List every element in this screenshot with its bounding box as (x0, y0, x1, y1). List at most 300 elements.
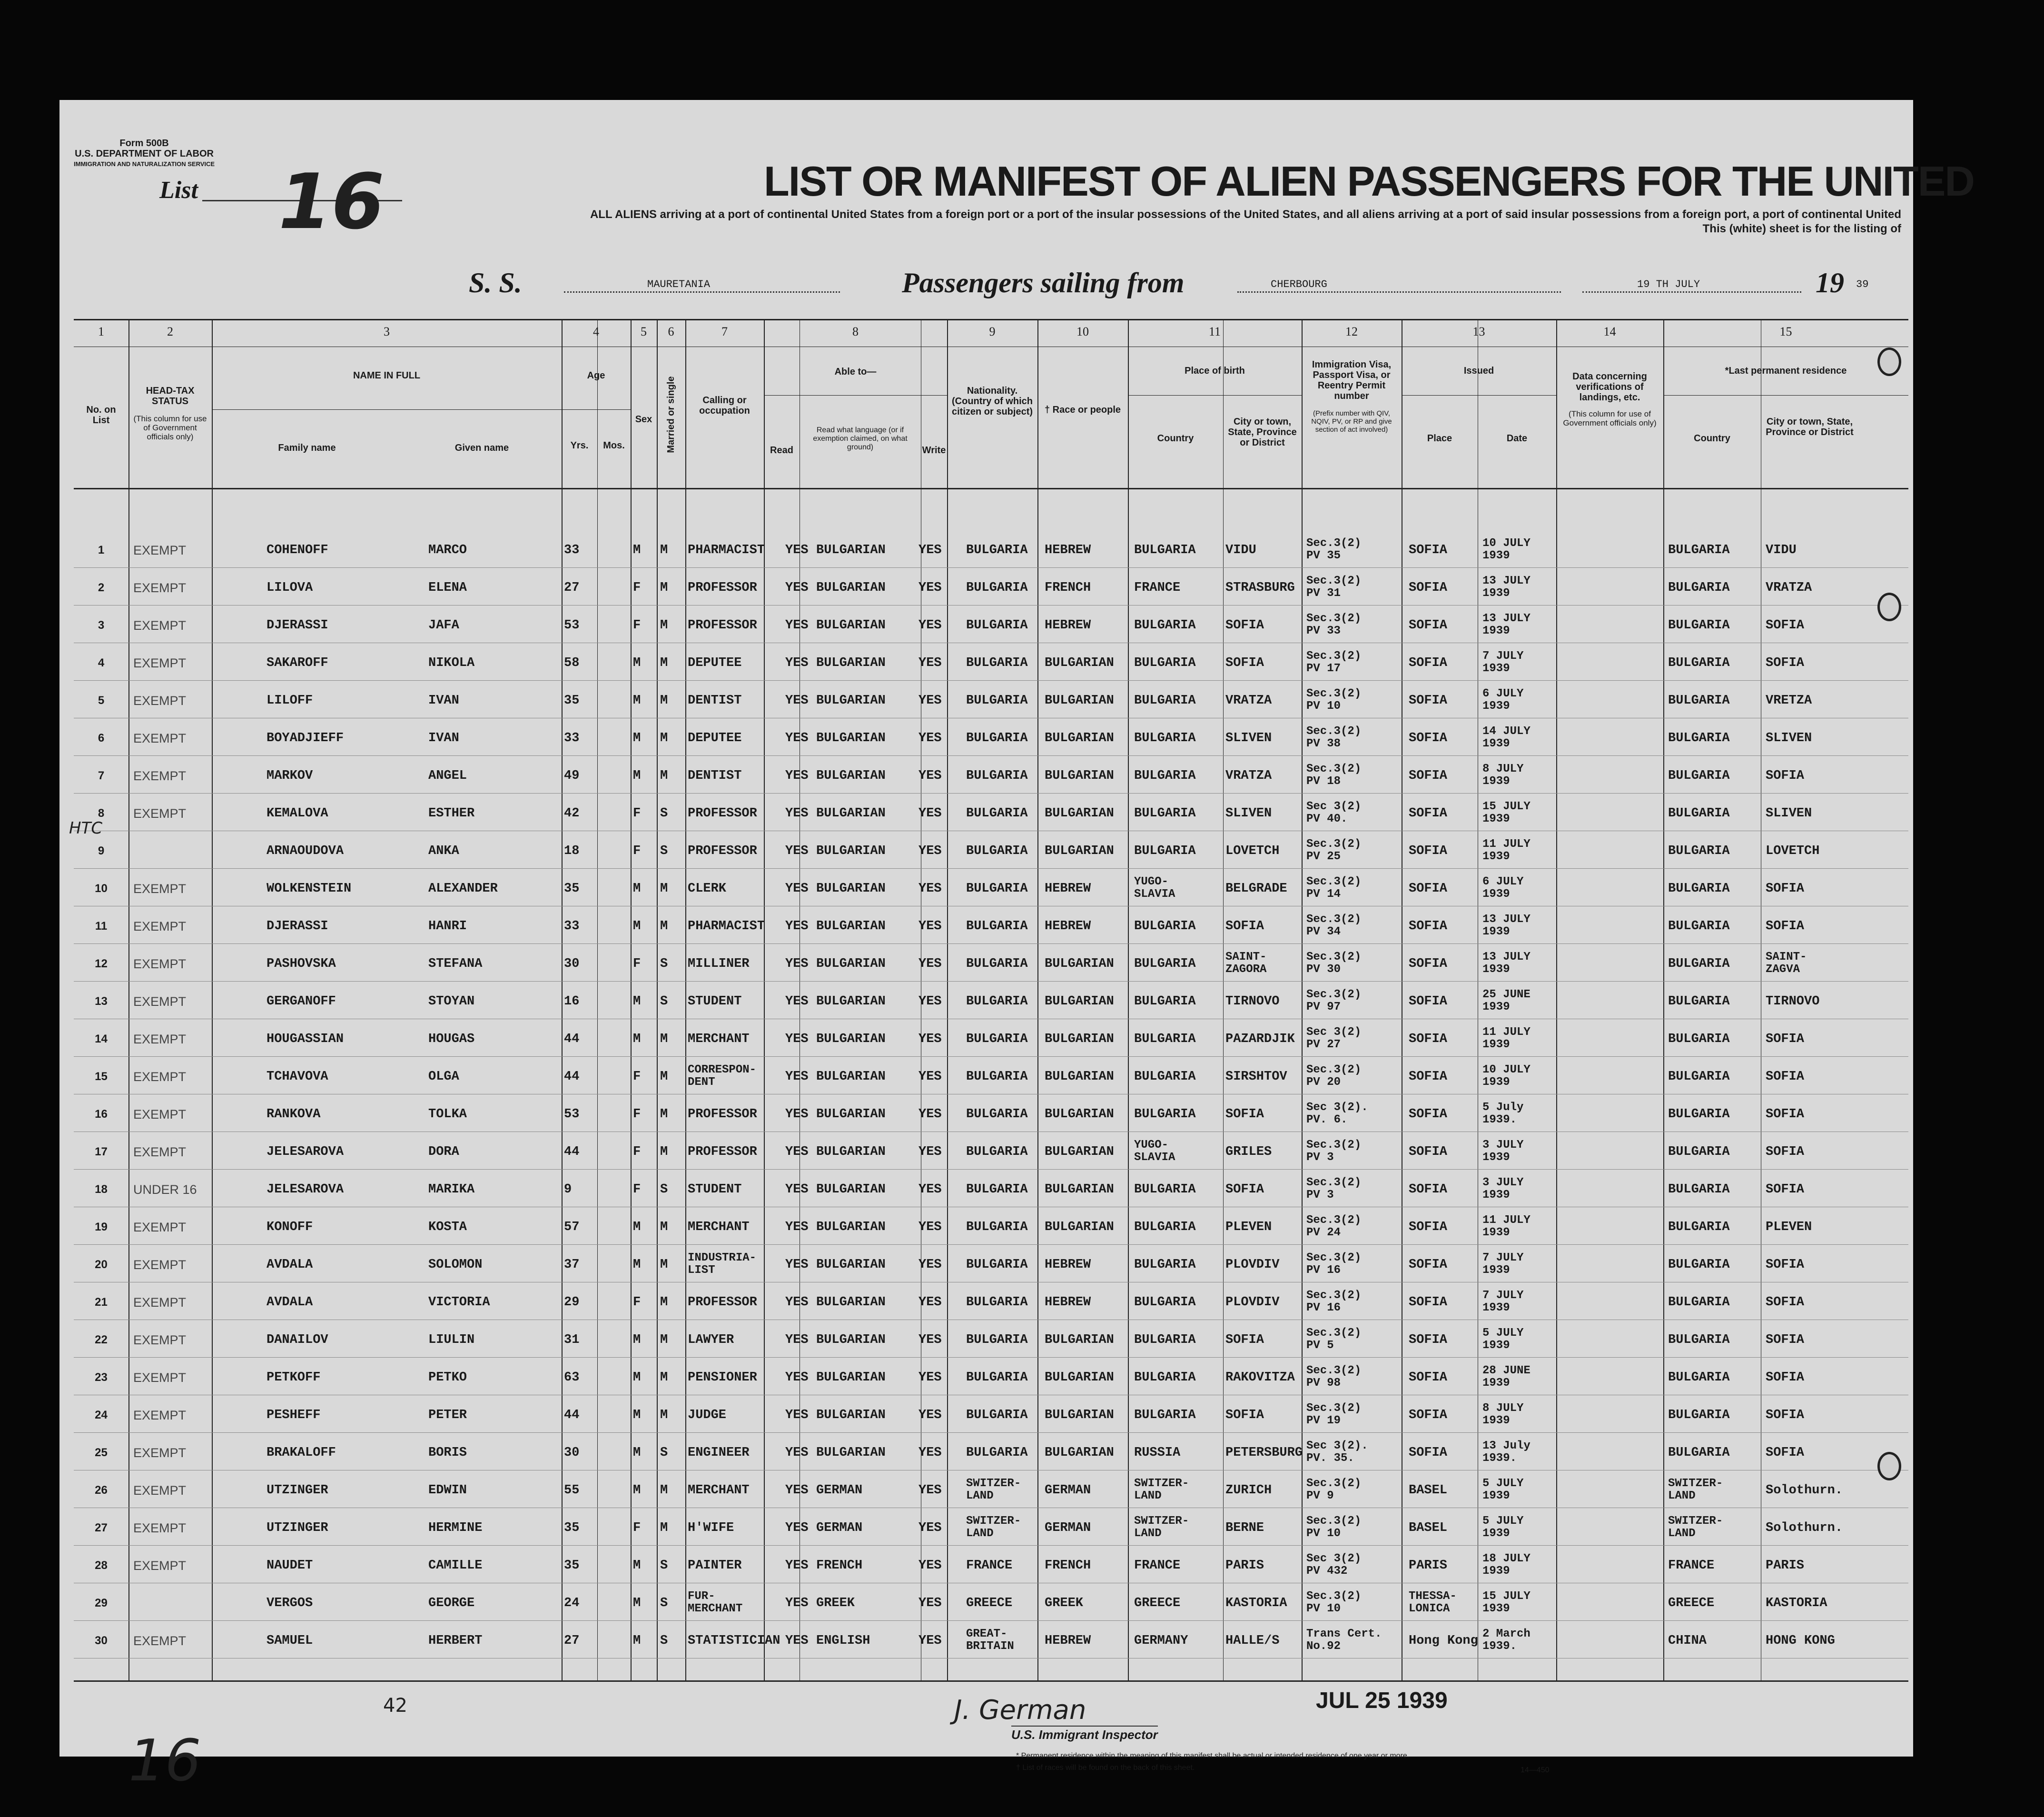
cell-bcity: HALLE/S (1225, 1634, 1280, 1648)
cell-rcity: SOFIA (1766, 1145, 1805, 1159)
cell-occ: PAINTER (688, 1559, 742, 1573)
cell-given: SOLOMON (428, 1258, 483, 1272)
cell-rcountry: BULGARIA (1668, 1107, 1730, 1122)
cell-idate: 8 JULY 1939 (1482, 763, 1524, 788)
cell-occ: DENTIST (688, 769, 742, 783)
cell-bcountry: BULGARIA (1134, 919, 1196, 933)
col-number-12: 12 (1345, 325, 1358, 338)
cell-tax: EXEMPT (133, 543, 187, 557)
cell-rcountry: BULGARIA (1668, 1333, 1730, 1347)
cell-lang: BULGARIAN (816, 1032, 886, 1046)
cell-bcity: SAINT- ZAGORA (1225, 951, 1267, 976)
cell-visa: Sec.3(2) PV 38 (1306, 725, 1362, 750)
date-line (1582, 291, 1801, 293)
cell-ms: M (660, 1258, 668, 1272)
cell-occ: PROFESSOR (688, 1107, 757, 1122)
cell-sex: M (633, 1446, 641, 1460)
cell-tax: EXEMPT (133, 806, 187, 821)
cell-read: YES (785, 1145, 809, 1159)
cell-read: YES (785, 694, 809, 708)
cell-write: YES (918, 618, 942, 633)
cell-n: 6 (98, 732, 105, 745)
cell-bcountry: SWITZER- LAND (1134, 1515, 1189, 1540)
cell-rcity: VRETZA (1766, 694, 1812, 708)
cell-bcity: PLEVEN (1225, 1220, 1272, 1234)
cell-iplace: SOFIA (1409, 1145, 1448, 1159)
cell-lang: BULGARIAN (816, 656, 886, 670)
cell-nat: BULGARIA (966, 1370, 1028, 1385)
cell-family: TCHAVOVA (267, 1070, 328, 1084)
cell-rcity: SOFIA (1766, 1446, 1805, 1460)
cell-ms: S (660, 1182, 668, 1197)
cell-bcity: PETERSBURG (1225, 1446, 1303, 1460)
cell-family: PASHOVSKA (267, 957, 336, 971)
cell-visa: Sec.3(2) PV 98 (1306, 1364, 1362, 1390)
cell-rcity: SOFIA (1766, 769, 1805, 783)
cell-family: WOLKENSTEIN (267, 882, 352, 896)
cell-lang: BULGARIAN (816, 1220, 886, 1234)
cell-nat: BULGARIA (966, 1408, 1028, 1422)
cell-given: MARIKA (428, 1182, 475, 1197)
cell-lang: BULGARIAN (816, 1333, 886, 1347)
cell-tax: EXEMPT (133, 1483, 187, 1498)
cell-read: YES (785, 656, 809, 670)
cell-sex: F (633, 1295, 641, 1310)
cell-write: YES (918, 731, 942, 745)
cell-ms: M (660, 1370, 668, 1385)
cell-idate: 10 JULY 1939 (1482, 537, 1531, 562)
cell-n: 15 (95, 1070, 108, 1083)
cell-race: BULGARIAN (1045, 1145, 1114, 1159)
cell-sex: M (633, 1634, 641, 1648)
cell-bcountry: GREECE (1134, 1596, 1181, 1610)
cell-age: 35 (564, 1559, 580, 1573)
cell-rcountry: FRANCE (1668, 1559, 1715, 1573)
cell-family: JELESAROVA (267, 1182, 344, 1197)
cell-age: 57 (564, 1220, 580, 1234)
cell-age: 18 (564, 844, 580, 858)
cell-sex: M (633, 1370, 641, 1385)
cell-given: PETER (428, 1408, 467, 1422)
manifest-table (74, 319, 1908, 1680)
cell-bcity: STRASBURG (1225, 581, 1295, 595)
cell-visa: Trans Cert. No.92 (1306, 1628, 1382, 1653)
cell-write: YES (918, 1521, 942, 1535)
cell-read: YES (785, 769, 809, 783)
cell-given: MARCO (428, 543, 467, 557)
cell-iplace: SOFIA (1409, 1370, 1448, 1385)
cell-tax: EXEMPT (133, 1220, 187, 1234)
margin-note-htc: HTC (69, 819, 103, 838)
cell-race: BULGARIAN (1045, 694, 1114, 708)
header-last-residence: *Last permanent residence (1725, 366, 1847, 376)
cell-rcity: SLIVEN (1766, 806, 1812, 821)
departure-date: 19 TH JULY (1637, 278, 1700, 290)
cell-race: HEBREW (1045, 1634, 1091, 1648)
cell-rcountry: BULGARIA (1668, 994, 1730, 1009)
cell-ms: S (660, 806, 668, 821)
cell-bcity: PAZARDJIK (1225, 1032, 1295, 1046)
cell-n: 1 (98, 544, 105, 556)
cell-rcountry: BULGARIA (1668, 731, 1730, 745)
cell-tax: EXEMPT (133, 1446, 187, 1460)
cell-idate: 11 JULY 1939 (1482, 838, 1531, 863)
cell-ms: S (660, 844, 668, 858)
cell-nat: BULGARIA (966, 1220, 1028, 1234)
cell-idate: 11 JULY 1939 (1482, 1026, 1531, 1051)
cell-rcity: SOFIA (1766, 1032, 1805, 1046)
cell-write: YES (918, 1182, 942, 1197)
cell-race: GERMAN (1045, 1521, 1091, 1535)
cell-rcountry: BULGARIA (1668, 1408, 1730, 1422)
cell-ms: M (660, 1408, 668, 1422)
cell-idate: 5 JULY 1939 (1482, 1327, 1524, 1352)
cell-occ: STUDENT (688, 994, 742, 1009)
cell-rcountry: BULGARIA (1668, 581, 1730, 595)
cell-given: CAMILLE (428, 1559, 483, 1573)
header-head-tax-note: (This column for use of Government officials only) (133, 414, 207, 441)
cell-iplace: SOFIA (1409, 806, 1448, 821)
cell-given: OLGA (428, 1070, 459, 1084)
cell-occ: STATISTICIAN (688, 1634, 780, 1648)
cell-given: HANRI (428, 919, 467, 933)
cell-nat: BULGARIA (966, 543, 1028, 557)
cell-read: YES (785, 1220, 809, 1234)
service-name: IMMIGRATION AND NATURALIZATION SERVICE (74, 160, 215, 168)
cell-visa: Sec.3(2) PV 14 (1306, 875, 1362, 901)
cell-visa: Sec.3(2) PV 19 (1306, 1402, 1362, 1427)
cell-family: UTZINGER (267, 1521, 328, 1535)
cell-family: BOYADJIEFF (267, 731, 344, 745)
cell-idate: 7 JULY 1939 (1482, 1289, 1524, 1314)
cell-nat: BULGARIA (966, 1333, 1028, 1347)
cell-nat: BULGARIA (966, 656, 1028, 670)
cell-n: 22 (95, 1333, 108, 1346)
cell-given: NIKOLA (428, 656, 475, 670)
cell-age: 44 (564, 1032, 580, 1046)
header-married: Married or single (666, 376, 676, 453)
cell-bcity: SOFIA (1225, 1107, 1264, 1122)
cell-idate: 13 JULY 1939 (1482, 575, 1531, 600)
cell-age: 33 (564, 919, 580, 933)
cell-tax: UNDER 16 (133, 1182, 197, 1197)
cell-nat: BULGARIA (966, 1446, 1028, 1460)
cell-idate: 15 JULY 1939 (1482, 800, 1531, 825)
cell-given: HERMINE (428, 1521, 483, 1535)
cell-given: KOSTA (428, 1220, 467, 1234)
cell-ms: M (660, 694, 668, 708)
cell-iplace: PARIS (1409, 1559, 1448, 1573)
cell-tax: EXEMPT (133, 1145, 187, 1159)
cell-iplace: SOFIA (1409, 957, 1448, 971)
cell-read: YES (785, 731, 809, 745)
cell-family: VERGOS (267, 1596, 313, 1610)
header-data-note: (This column for use of Government officials only) (1563, 409, 1657, 427)
col-number-5: 5 (641, 325, 647, 338)
cell-bcountry: BULGARIA (1134, 1070, 1196, 1084)
cell-visa: Sec.3(2) PV 25 (1306, 838, 1362, 863)
cell-race: HEBREW (1045, 1258, 1091, 1272)
cell-iplace: SOFIA (1409, 581, 1448, 595)
cell-lang: BULGARIAN (816, 618, 886, 633)
subtitle-line-1: ALL ALIENS arriving at a port of continental United States from a foreign port or a port of the insular possessions of the United States, and all aliens arriving at a port of said insular possessions from a foreign port, a port of continental United (590, 208, 1901, 221)
cell-age: 16 (564, 994, 580, 1009)
cell-rcity: LOVETCH (1766, 844, 1820, 858)
cell-race: BULGARIAN (1045, 1182, 1114, 1197)
cell-family: KONOFF (267, 1220, 313, 1234)
cell-n: 5 (98, 694, 105, 707)
cell-write: YES (918, 1446, 942, 1460)
cell-bcity: SLIVEN (1225, 731, 1272, 745)
cell-given: HOUGAS (428, 1032, 475, 1046)
cell-ms: S (660, 1634, 668, 1648)
cell-lang: BULGARIAN (816, 543, 886, 557)
cell-bcity: VIDU (1225, 543, 1256, 557)
cell-visa: Sec.3(2) PV 10 (1306, 1515, 1362, 1540)
cell-read: YES (785, 618, 809, 633)
cell-bcountry: SWITZER- LAND (1134, 1477, 1189, 1502)
cell-nat: BULGARIA (966, 1295, 1028, 1310)
cell-rcountry: BULGARIA (1668, 1258, 1730, 1272)
cell-tax: EXEMPT (133, 618, 187, 633)
cell-iplace: SOFIA (1409, 656, 1448, 670)
cell-iplace: SOFIA (1409, 1107, 1448, 1122)
cell-write: YES (918, 994, 942, 1009)
cell-bcity: SLIVEN (1225, 806, 1272, 821)
cell-read: YES (785, 1370, 809, 1385)
col-number-1: 1 (98, 325, 104, 338)
cell-sex: M (633, 1559, 641, 1573)
col-number-9: 9 (989, 325, 996, 338)
cell-read: YES (785, 1521, 809, 1535)
cell-rcity: SOFIA (1766, 1295, 1805, 1310)
cell-age: 44 (564, 1145, 580, 1159)
cell-race: BULGARIAN (1045, 731, 1114, 745)
cell-bcity: LOVETCH (1225, 844, 1280, 858)
cell-age: 29 (564, 1295, 580, 1310)
cell-bcity: VRATZA (1225, 694, 1272, 708)
cell-rcountry: BULGARIA (1668, 1032, 1730, 1046)
cell-age: 49 (564, 769, 580, 783)
cell-read: YES (785, 1107, 809, 1122)
cell-sex: M (633, 1333, 641, 1347)
cell-lang: FRENCH (816, 1559, 863, 1573)
cell-nat: GREECE (966, 1596, 1013, 1610)
cell-n: 8 (98, 807, 105, 820)
cell-nat: GREAT- BRITAIN (966, 1628, 1014, 1653)
cell-idate: 7 JULY 1939 (1482, 1251, 1524, 1277)
cell-lang: BULGARIAN (816, 1446, 886, 1460)
cell-rcountry: BULGARIA (1668, 543, 1730, 557)
cell-sex: M (633, 769, 641, 783)
cell-rcountry: BULGARIA (1668, 1145, 1730, 1159)
cell-occ: DEPUTEE (688, 731, 742, 745)
col-number-10: 10 (1076, 325, 1089, 338)
cell-write: YES (918, 769, 942, 783)
cell-bcountry: BULGARIA (1134, 1107, 1196, 1122)
cell-bcountry: BULGARIA (1134, 994, 1196, 1009)
cell-lang: BULGARIAN (816, 844, 886, 858)
inspector-label: U.S. Immigrant Inspector (1011, 1726, 1158, 1742)
cell-bcountry: FRANCE (1134, 1559, 1181, 1573)
col-number-11: 11 (1208, 325, 1221, 338)
cell-given: IVAN (428, 731, 459, 745)
cell-race: GERMAN (1045, 1483, 1091, 1498)
header-no-on-list: No. on List (86, 405, 116, 426)
cell-bcountry: BULGARIA (1134, 844, 1196, 858)
year-prefix: 19 (1816, 267, 1844, 298)
cell-nat: SWITZER- LAND (966, 1477, 1021, 1502)
cell-n: 23 (95, 1371, 108, 1384)
cell-sex: M (633, 882, 641, 896)
cell-read: YES (785, 1295, 809, 1310)
cell-lang: BULGARIAN (816, 1070, 886, 1084)
cell-age: 30 (564, 1446, 580, 1460)
cell-write: YES (918, 656, 942, 670)
cell-bcity: BERNE (1225, 1521, 1264, 1535)
cell-n: 29 (95, 1597, 108, 1609)
cell-ms: S (660, 1559, 668, 1573)
cell-visa: Sec.3(2) PV 16 (1306, 1251, 1362, 1277)
cell-rcity: VRATZA (1766, 581, 1812, 595)
cell-tax: EXEMPT (133, 1295, 187, 1310)
col-number-15: 15 (1779, 325, 1792, 338)
cell-iplace: SOFIA (1409, 543, 1448, 557)
cell-sex: M (633, 1032, 641, 1046)
cell-bcity: SOFIA (1225, 919, 1264, 933)
cell-bcity: SOFIA (1225, 1333, 1264, 1347)
cell-n: 21 (95, 1296, 108, 1309)
cell-occ: ENGINEER (688, 1446, 750, 1460)
cell-tax: EXEMPT (133, 957, 187, 971)
cell-nat: BULGARIA (966, 919, 1028, 933)
cell-given: ESTHER (428, 806, 475, 821)
header-calling: Calling or occupation (699, 395, 750, 416)
cell-rcountry: BULGARIA (1668, 1220, 1730, 1234)
cell-given: ELENA (428, 581, 467, 595)
cell-n: 7 (98, 769, 105, 782)
cell-given: HERBERT (428, 1634, 483, 1648)
cell-bcity: KASTORIA (1225, 1596, 1287, 1610)
footnote-residence: * Permanent residence within the meaning of this manifest shall be actual or intended residence of one year or more. (1016, 1752, 1410, 1760)
cell-ms: M (660, 919, 668, 933)
cell-race: GREEK (1045, 1596, 1084, 1610)
cell-iplace: SOFIA (1409, 1032, 1448, 1046)
cell-nat: BULGARIA (966, 1145, 1028, 1159)
cell-ms: M (660, 656, 668, 670)
cell-occ: PROFESSOR (688, 806, 757, 821)
ship-name-line (564, 291, 840, 293)
cell-tax: EXEMPT (133, 1107, 187, 1122)
cell-occ: PROFESSOR (688, 618, 757, 633)
sailing-label: Passengers sailing from (902, 267, 1185, 298)
cell-sex: M (633, 994, 641, 1009)
cell-tax: EXEMPT (133, 882, 187, 896)
cell-idate: 5 July 1939. (1482, 1101, 1524, 1126)
cell-bcountry: BULGARIA (1134, 1408, 1196, 1422)
cell-sex: M (633, 731, 641, 745)
cell-sex: F (633, 618, 641, 633)
cell-sex: F (633, 957, 641, 971)
cell-idate: 13 July 1939. (1482, 1440, 1531, 1465)
cell-given: JAFA (428, 618, 459, 633)
cell-idate: 18 JULY 1939 (1482, 1552, 1531, 1578)
year-suffix: 39 (1856, 278, 1869, 290)
cell-age: 44 (564, 1408, 580, 1422)
cell-write: YES (918, 694, 942, 708)
cell-bcountry: BULGARIA (1134, 731, 1196, 745)
header-read: Read (770, 445, 793, 456)
cell-age: 42 (564, 806, 580, 821)
cell-iplace: SOFIA (1409, 1182, 1448, 1197)
cell-occ: H'WIFE (688, 1521, 734, 1535)
cell-age: 37 (564, 1258, 580, 1272)
cell-occ: CORRESPON- DENT (688, 1063, 757, 1089)
cell-bcountry: BULGARIA (1134, 694, 1196, 708)
col-number-4: 4 (593, 325, 599, 338)
cell-race: BULGARIAN (1045, 957, 1114, 971)
cell-ms: M (660, 618, 668, 633)
cell-visa: Sec.3(2) PV 17 (1306, 650, 1362, 675)
cell-given: BORIS (428, 1446, 467, 1460)
cell-tax: EXEMPT (133, 1370, 187, 1385)
cell-occ: MERCHANT (688, 1032, 750, 1046)
header-visa-note: (Prefix number with QIV, NQIV, PV, or RP and give section of act involved) (1311, 409, 1392, 434)
cell-bcity: PLOVDIV (1225, 1295, 1280, 1310)
cell-race: HEBREW (1045, 618, 1091, 633)
cell-sex: M (633, 656, 641, 670)
header-write: Write (922, 445, 946, 456)
cell-rcountry: BULGARIA (1668, 769, 1730, 783)
cell-iplace: THESSA- LONICA (1409, 1590, 1457, 1615)
cell-write: YES (918, 1596, 942, 1610)
cell-read: YES (785, 1596, 809, 1610)
cell-age: 35 (564, 694, 580, 708)
cell-lang: BULGARIAN (816, 957, 886, 971)
cell-iplace: BASEL (1409, 1483, 1448, 1498)
cell-lang: GREEK (816, 1596, 855, 1610)
cell-age: 33 (564, 731, 580, 745)
cell-ms: M (660, 882, 668, 896)
cell-idate: 11 JULY 1939 (1482, 1214, 1531, 1239)
cell-rcountry: SWITZER- LAND (1668, 1477, 1723, 1502)
cell-family: UTZINGER (267, 1483, 328, 1498)
cell-visa: Sec.3(2) PV 9 (1306, 1477, 1362, 1502)
cell-occ: PROFESSOR (688, 1145, 757, 1159)
col-number-8: 8 (852, 325, 859, 338)
header-able-to: Able to— (834, 367, 877, 377)
cell-bcountry: BULGARIA (1134, 1182, 1196, 1197)
cell-given: STEFANA (428, 957, 483, 971)
binding-hole (1877, 1452, 1901, 1480)
cell-write: YES (918, 1032, 942, 1046)
header-place-of-birth: Place of birth (1185, 366, 1245, 376)
cell-race: HEBREW (1045, 882, 1091, 896)
cell-age: 33 (564, 543, 580, 557)
cell-lang: BULGARIAN (816, 1408, 886, 1422)
cell-tax: EXEMPT (133, 1070, 187, 1084)
cell-rcountry: BULGARIA (1668, 1070, 1730, 1084)
cell-lang: BULGARIAN (816, 1258, 886, 1272)
cell-idate: 28 JUNE 1939 (1482, 1364, 1531, 1390)
cell-rcity: TIRNOVO (1766, 994, 1820, 1009)
cell-ms: S (660, 1596, 668, 1610)
cell-bcountry: BULGARIA (1134, 1258, 1196, 1272)
cell-write: YES (918, 1370, 942, 1385)
cell-occ: MILLINER (688, 957, 750, 971)
cell-tax: EXEMPT (133, 919, 187, 933)
cell-read: YES (785, 1634, 809, 1648)
